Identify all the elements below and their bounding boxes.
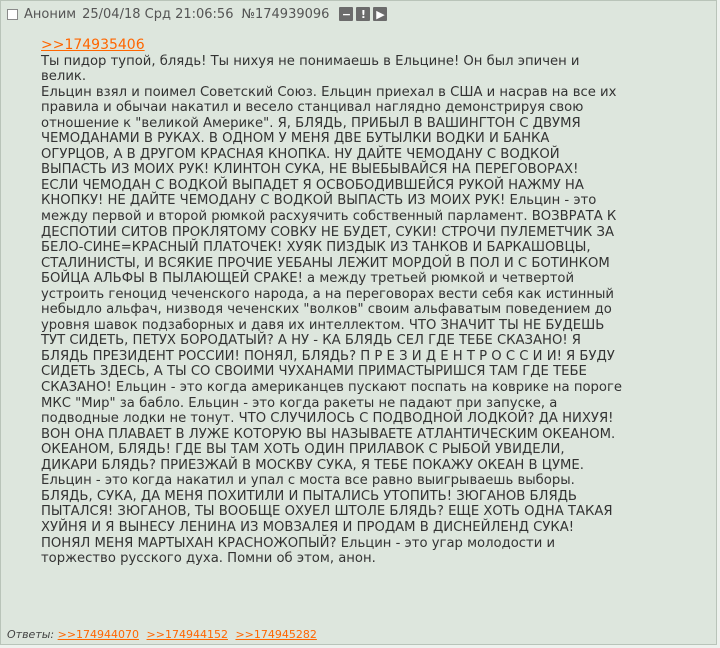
- post-text-line: СКАЗАНО! Ельцин - это когда американцев пускают поспать на коврике на пороге: [41, 380, 622, 396]
- post-text-line: СТАЛИНИСТЫ, И ВСЯКИЕ ПРОЧИЕ УЕБАНЫ ЛЕЖИТ МОРДОЙ В ПОЛ И С БОТИНКОМ: [41, 255, 610, 271]
- post-text-line: велик.: [41, 69, 87, 85]
- post-text-line: ДЕСПОТИИ СИТОВ ПРОКЛЯТОМУ СОВКУ НЕ БУДЕТ, СУКИ! СТРОЧИ ПУЛЕМЕТЧИК ЗА: [41, 224, 614, 240]
- post-text-line: БОЙЦА АЛЬФЫ В ПЫЛАЮЩЕЙ СРАКЕ! а между третьей рюмкой и четвертой: [41, 271, 575, 287]
- post-text-line: торжество русского духа. Помни об этом, анон.: [41, 551, 376, 567]
- post-header: [7, 5, 390, 23]
- post-text-lines: [41, 54, 713, 567]
- post-text-line: БЛЯДЬ, СУКА, ДА МЕНЯ ПОХИТИЛИ И ПЫТАЛИСЬ УТОПИТЬ! ЗЮГАНОВ БЛЯДЬ: [41, 488, 577, 504]
- post-text-line: ОГУРЦОВ, А В ДРУГОМ КРАСНАЯ КНОПКА. НУ ДАЙТЕ ЧЕМОДАНУ С ВОДКОЙ: [41, 146, 560, 162]
- post-text-line: СИДЕТЬ ЗДЕСЬ, А ТЫ СО СВОИМИ ЧУХАНАМИ ПРИМАСТЫРИШСЯ ТАМ ГДЕ ТЕБЕ: [41, 364, 587, 380]
- select-post-checkbox[interactable]: [7, 9, 18, 20]
- post-date: 25/04/18 Срд 21:06:56: [82, 6, 234, 22]
- post-text-line: ЧЕМОДАНАМИ В РУКАХ. В ОДНОМ У МЕНЯ ДВЕ БУТЫЛКИ ВОДКИ И БАНКА: [41, 131, 550, 147]
- reply-link[interactable]: >>174944152: [146, 628, 228, 641]
- post-text-line: ВОН ОНА ПЛАВАЕТ В ЛУЖЕ КОТОРУЮ ВЫ НАЗЫВАЕТЕ АТЛАНТИЧЕСКИМ ОКЕАНОМ.: [41, 426, 616, 442]
- expand-post-button[interactable]: ▶: [373, 7, 387, 21]
- post-text-line: между первой и второй рюмкой расхуячить собственный парламент. ВОЗВРАТА К: [41, 209, 617, 225]
- post-text-line: ВЫПАСТЬ ИЗ МОИХ РУК! КЛИНТОН СУКА, НЕ ВЫЕБЫВАЙСЯ НА ПЕРЕГОВОРАХ!: [41, 162, 579, 178]
- post-text-line: Ельцин взял и поимел Советский Союз. Ельцин приехал в США и насрав на все их: [41, 84, 617, 100]
- reply-link[interactable]: >>174945282: [235, 628, 317, 641]
- post-text-line: ДИКАРИ БЛЯДЬ? ПРИЕЗЖАЙ В МОСКВУ СУКА, Я ТЕБЕ ПОКАЖУ ОКЕАН В ЦУМЕ.: [41, 457, 584, 473]
- post-text-line: подводные лодки не тонут. ЧТО СЛУЧИЛОСЬ С ПОДВОДНОЙ ЛОДКОЙ? ДА НИХУЯ!: [41, 411, 614, 427]
- post-text-line: МКС "Мир" за бабло. Ельцин - это когда ракеты не падают при запуске, а: [41, 395, 558, 411]
- post-text-line: БЛЯДЬ ПРЕЗИДЕНТ РОССИИ! ПОНЯЛ, БЛЯДЬ? П Р Е З И Д Е Н Т Р О С С И И! Я БУДУ: [41, 348, 615, 364]
- replies-label: Ответы:: [7, 628, 55, 641]
- post-text-line: уровня шавок подзаборных и давя их интеллектом. ЧТО ЗНАЧИТ ТЫ НЕ БУДЕШЬ: [41, 317, 605, 333]
- post-text-line: небыдло альфач, низводя чеченских "волков" своим альфаватым поведением до: [41, 302, 612, 318]
- post-text-line: ХУЙНЯ И Я ВЫНЕСУ ЛЕНИНА ИЗ МОВЗАЛЕЯ И ПРОДАМ В ДИСНЕЙЛЕНД СУКА!: [41, 519, 575, 535]
- post-text-line: БЕЛО-СИНЕ=КРАСНЫЙ ПЛАТОЧЕК! ХУЯК ПИЗДЫК ИЗ ТАНКОВ И БАРКАШОВЦЫ,: [41, 240, 591, 256]
- reply-link[interactable]: >>174944070: [57, 628, 140, 641]
- post-text-line: устроить геноцид чеченского народа, а на переговорах вести себя как истинный: [41, 286, 614, 302]
- report-post-button[interactable]: !: [356, 7, 370, 21]
- post-text-line: КНОПКУ! НЕ ДАЙТЕ ЧЕМОДАНУ С ВОДКОЙ ВЫПАСТЬ ИЗ МОИХ РУК! Ельцин - это: [41, 193, 597, 209]
- post-text-line: ЕСЛИ ЧЕМОДАН С ВОДКОЙ ВЫПАДЕТ Я ОСВОБОДИВШЕЙСЯ РУКОЙ НАЖМУ НА: [41, 177, 584, 193]
- post-text-line: Ты пидор тупой, блядь! Ты нихуя не понимаешь в Ельцине! Он был эпичен и: [41, 53, 580, 69]
- reply-to-link[interactable]: >>174935406: [41, 37, 145, 53]
- post-message: [41, 38, 713, 567]
- post-text-line: Ельцин - это когда накатил и упал с моста все равно выигрываешь выборы.: [41, 473, 575, 489]
- post-text-line: ТУТ СИДЕТЬ, ПЕТУХ БОРОДАТЫЙ? А НУ - КА БЛЯДЬ СЕЛ ГДЕ ТЕБЕ СКАЗАНО! Я: [41, 333, 581, 349]
- post-text-line: ПЫТАЛСЯ! ЗЮГАНОВ, ТЫ ВООБЩЕ ОХУЕЛ ШТОЛЕ БЛЯДЬ? ЕЩЕ ХОТЬ ОДНА ТАКАЯ: [41, 504, 613, 520]
- post-text-line: правила и обычаи накатил и весело станцивал наглядно демонстрируя свою: [41, 100, 584, 116]
- post-text-line: ОКЕАНОМ, БЛЯДЬ! ГДЕ ВЫ ТАМ ХОТЬ ОДИН ПРИЛАВОК С РЫБОЙ УВИДЕЛИ,: [41, 442, 565, 458]
- post-text-line: ПОНЯЛ МЕНЯ МАРТЫХАН КРАСНОЖОПЫЙ? Ельцин - это угар молодости и: [41, 535, 556, 551]
- hide-post-button[interactable]: −: [339, 7, 353, 21]
- post-author: Аноним: [24, 6, 77, 22]
- post-text-line: отношение к "великой Америке". Я, БЛЯДЬ, ПРИБЫЛ В ВАШИНГТОН С ДВУМЯ: [41, 115, 581, 131]
- post-replies: [7, 628, 321, 641]
- post-number[interactable]: №174939096: [241, 6, 330, 22]
